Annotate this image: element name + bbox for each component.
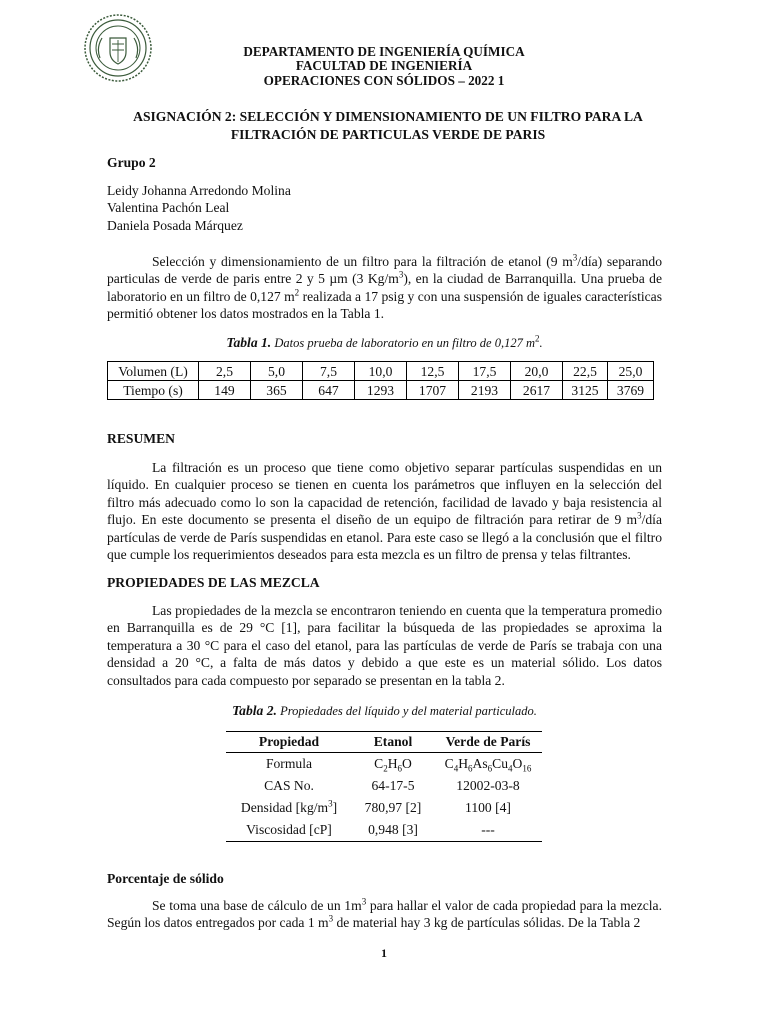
propiedades-heading: PROPIEDADES DE LAS MEZCLA	[107, 575, 320, 590]
assignment-title-line-1: ASIGNACIÓN 2: SELECCIÓN Y DIMENSIONAMIENTO DE UN FILTRO PARA LA	[133, 109, 643, 124]
paris-green-formula: $C_4H_6As_6Cu_4O_{16}$	[444, 756, 532, 775]
table-2-caption: Tabla 2. Propiedades del líquido y del material particulado.	[232, 703, 537, 718]
resumen-heading: RESUMEN	[107, 431, 175, 446]
faculty-header: FACULTAD DE INGENIERÍA	[295, 58, 473, 73]
table-row: Volumen (L) 2,5 5,0 7,5 10,0 12,5 17,5 20,0 22,5 25,0	[108, 362, 654, 381]
table-row: CAS No. 64-17-5 12002-03-8	[264, 778, 520, 794]
ethanol-formula: $C_2H_6O$	[374, 756, 412, 775]
table-header-row: Propiedad Etanol Verde de París	[226, 732, 542, 753]
intro-paragraph: Selección y dimensionamiento de un filtro para la filtración de etanol (9 $m^3/día$) separando particulas de verde de paris entre 2 y 5 µm (3 $Kg/m^3$), en la ciudad de Barranquilla. Una prueba de laboratorio en un filtro de 0,127 $m^2$ realizada a 17 psig y con una suspensión de iguales características permitió obtener los datos mostrados en la Tabla 1.	[107, 252, 663, 322]
table-row: Tiempo (s) 149 365 647 1293 1707 2193 2617 3125 3769	[108, 381, 654, 400]
department-header: DEPARTAMENTO DE INGENIERÍA QUÍMICA	[243, 44, 525, 59]
solidos-heading: Porcentaje de sólido	[107, 871, 224, 886]
table-row: Viscosidad [cP] 0,948 [3] ---	[226, 819, 542, 842]
table-row: Formula $C_2H_6O$ $C_4H_6As_6Cu_4O_{16}$	[226, 753, 542, 776]
group-member: Leidy Johanna Arredondo Molina	[107, 183, 291, 198]
page-number: 1	[381, 946, 387, 960]
course-header: OPERACIONES CON SÓLIDOS – 2022 1	[263, 73, 505, 88]
properties-table	[226, 731, 542, 842]
propiedades-paragraph: Las propiedades de la mezcla se encontraron teniendo en cuenta que la temperatura promedio en Barranquilla es de 29 °C [1], para facilitar la búsqueda de las propiedades se aproxima la temperatura a 30 °C para el caso del etanol, para las partículas de verde de París se trabaja con una densidad a 20 °C, a falta de más datos y debido a que este es un material sólido. Los datos consultados para cada compuesto por separado se presentan en la tabla 2.	[107, 603, 662, 688]
group-member: Valentina Pachón Leal	[107, 200, 230, 215]
assignment-title-line-2: FILTRACIÓN DE PARTICULAS VERDE DE PARIS	[230, 127, 546, 142]
solidos-paragraph: Se toma una base de cálculo de un $1m^3$ para hallar el valor de cada propiedad para la mezcla. Según los datos entregados por cada 1 $m^3$ de material hay 3 kg de partículas sólidas. De la Tabla 2	[107, 896, 662, 931]
resumen-paragraph: La filtración es un proceso que tiene como objetivo separar partículas suspendidas en un líquido. En cualquier proceso se tienen en cuenta los parámetros que influyen en la selección del filtro más adecuado como lo son la capacidad de retención, facilidad de lavado y baja resistencia al flujo. En este documento se presenta el diseño de un equipo de filtración para retirar de 9 $m^3$/día partículas de verde de París suspendidas en etanol. Para este caso se llegó a la conclusión que el filtro que cumple los requerimientos deseados para esta mezcla es un filtro de prensa y telas filtrantes.	[107, 460, 662, 563]
group-label: Grupo 2	[107, 155, 156, 170]
group-member: Daniela Posada Márquez	[107, 218, 243, 233]
lab-data-table	[107, 361, 654, 400]
table-1-caption: Tabla 1. Datos prueba de laboratorio en un filtro de 0,127 $m^2$.	[226, 333, 543, 350]
table-row: Densidad $[kg/m^3]$ 780,97 [2] 1100 [4]	[240, 798, 511, 816]
